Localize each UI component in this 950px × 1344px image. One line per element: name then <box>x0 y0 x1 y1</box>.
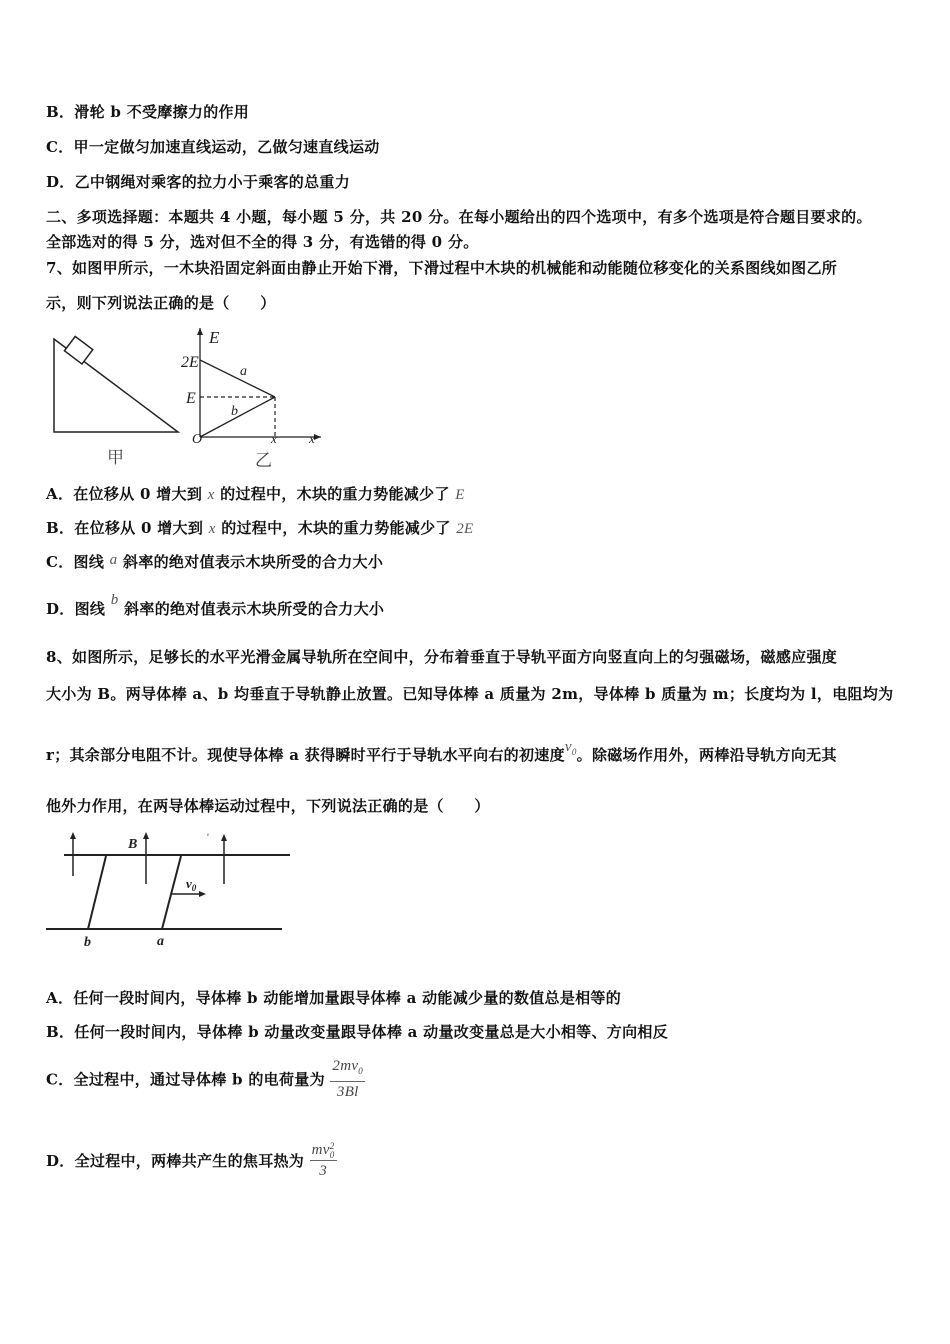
charge-fraction: $\frac{2mv_0}{3Bl}$ <box>332 1058 364 1100</box>
q7-option-c: C．图线 a 斜率的绝对值表示木块所受的合力大小 <box>46 552 384 571</box>
axis-label-x: x <box>309 431 315 446</box>
q8-option-b: B．任何一段时间内，导体棒 b 动量改变量跟导体棒 a 动量改变量总是大小相等、方向相反 <box>46 1023 668 1041</box>
section-header-line2: 全部选对的得 5 分，选对但不全的得 3 分，有选错的得 0 分。 <box>46 233 479 251</box>
rod-b <box>88 856 106 929</box>
line-a <box>200 360 275 397</box>
q8-stem-line1: 8、如图所示，足够长的水平光滑金属导轨所在空间中，分布着垂直于导轨平面方向竖直向上的匀强磁场，磁感应强度 <box>46 648 838 666</box>
tick-label-x: x <box>271 431 277 446</box>
q7-option-a: A．在位移从 0 增大到 x 的过程中，木块的重力势能减少了 E <box>46 485 465 503</box>
q7-figure-yi <box>178 322 328 472</box>
q8-option-a: A．任何一段时间内，导体棒 b 动能增加量跟导体棒 a 动能减少量的数值总是相等的 <box>46 989 622 1007</box>
svg-text:ᵉ: ᵉ <box>207 831 210 840</box>
heat-fraction: mv 2 0 3 <box>311 1140 335 1179</box>
rod-b-label: b <box>84 935 91 950</box>
q6-option-d: D．乙中钢绳对乘客的拉力小于乘客的总重力 <box>46 173 351 191</box>
rod-a-label: a <box>157 934 164 949</box>
section-header-line1: 二、多项选择题：本题共 4 小题，每小题 5 分，共 20 分。在每小题给出的四个选项中，有多个选项是符合题目要求的。 <box>46 208 872 226</box>
q8-option-c: C．全过程中，通过导体棒 b 的电荷量为 $\frac{2mv_0}{3Bl}$ <box>46 1058 364 1100</box>
axis-label-e: E <box>209 328 220 347</box>
velocity-label: $v_0$ <box>186 876 197 893</box>
tick-label-e: E <box>186 390 196 407</box>
q8-stem-line3: r；其余部分电阻不计。现使导体棒 a 获得瞬时平行于导轨水平向右的初速度$v_0$。除磁场作用外，两棒沿导轨方向无其 <box>46 739 837 764</box>
origin-label: O <box>192 432 203 447</box>
tick-label-2e: 2E <box>181 354 199 371</box>
q7-stem-line2: 示，则下列说法正确的是（ ） <box>46 294 276 312</box>
rod-a <box>162 856 181 929</box>
q8-stem-line4: 他外力作用，在两导体棒运动过程中，下列说法正确的是（ ） <box>46 797 490 815</box>
q8-option-d: D．全过程中，两棒共产生的焦耳热为 mv 2 0 3 <box>46 1140 335 1179</box>
sliding-block <box>64 336 92 364</box>
q6-option-b: B．滑轮 b 不受摩擦力的作用 <box>46 103 250 121</box>
q6-option-c: C．甲一定做匀加速直线运动，乙做匀速直线运动 <box>46 138 380 156</box>
line-b-label: b <box>231 404 238 419</box>
field-label-b: B <box>128 837 138 852</box>
q7-figure-jia <box>45 335 185 470</box>
q7-option-d: D．图线 b 斜率的绝对值表示木块所受的合力大小 <box>46 592 385 618</box>
fig-yi-label: 乙 <box>255 451 272 470</box>
q8-stem-line2: 大小为 B。两导体棒 a、b 均垂直于导轨静止放置。已知导体棒 a 质量为 2m，导体棒 b 质量为 m；长度均为 l，电阻均为 <box>46 685 894 703</box>
line-a-label: a <box>240 364 247 379</box>
q7-stem-line1: 7、如图甲所示，一木块沿固定斜面由静止开始下滑，下滑过程中木块的机械能和动能随位移变化的关系图线如图乙所 <box>46 259 838 277</box>
q7-option-b: B．在位移从 0 增大到 x 的过程中，木块的重力势能减少了 2E <box>46 519 474 537</box>
q8-rail-figure <box>44 826 296 950</box>
fig-jia-label: 甲 <box>107 448 124 467</box>
